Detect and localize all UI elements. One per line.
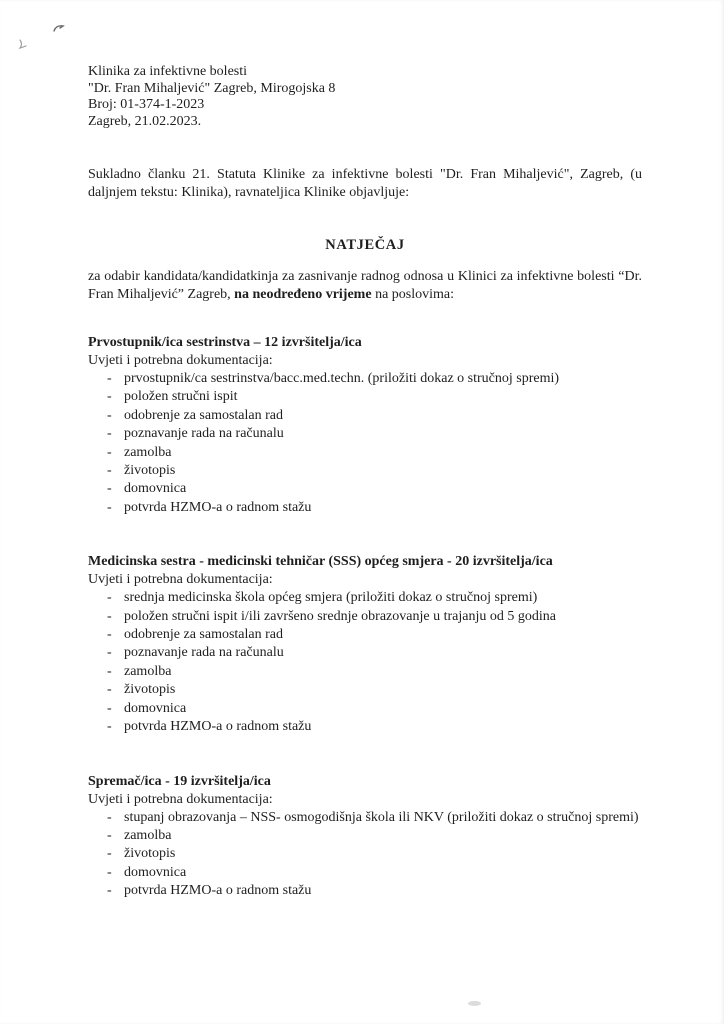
requirement-item: - potvrda HZMO-a o radnom stažu	[88, 882, 642, 900]
requirement-item: - zamolba	[88, 663, 642, 681]
scan-smudge	[468, 1001, 481, 1006]
requirement-item: - potvrda HZMO-a o radnom stažu	[88, 718, 642, 736]
requirement-item: - domovnica	[88, 864, 642, 882]
requirement-item: - položen stručni ispit	[88, 388, 642, 406]
job-heading: Prvostupnik/ica sestrinstva – 12 izvršitelja/ica	[88, 335, 362, 350]
requirement-item: - položen stručni ispit i/ili završeno srednje obrazovanje u trajanju od 5 godina	[88, 608, 642, 626]
requirement-item: - poznavanje rada na računalu	[88, 644, 642, 662]
requirement-item: - domovnica	[88, 700, 642, 718]
requirement-item: - prvostupnik/ca sestrinstva/bacc.med.techn. (priložiti dokaz o stručnoj spremi)	[88, 370, 642, 388]
conditions-label: Uvjeti i potrebna dokumentacija:	[88, 791, 273, 807]
document-number: Broj: 01-374-1-2023	[88, 97, 205, 112]
letterhead	[88, 64, 642, 130]
pen-mark-icon	[10, 18, 74, 58]
requirements-list	[88, 809, 642, 901]
document-title: NATJEČAJ	[325, 237, 405, 253]
subtitle-text-pre: za odabir kandidata/kandidatkinja za zasnivanje radnog odnosa u Klinici za infektivne bolesti “Dr. Fran Mihaljević” Zagreb,	[88, 269, 642, 302]
job-heading: Medicinska sestra - medicinski tehničar (SSS) općeg smjera - 20 izvršitelja/ica	[88, 554, 553, 570]
requirement-item: - zamolba	[88, 444, 642, 462]
requirement-item: - poznavanje rada na računalu	[88, 425, 642, 443]
requirement-item: - životopis	[88, 845, 642, 863]
subtitle-text-post: na poslovima:	[371, 287, 454, 302]
requirement-item: - domovnica	[88, 480, 642, 498]
place-and-date: Zagreb, 21.02.2023.	[88, 113, 202, 129]
requirement-item: - srednja medicinska škola općeg smjera (priložiti dokaz o stručnoj spremi)	[88, 589, 642, 607]
org-name: Klinika za infektivne bolesti	[88, 64, 248, 79]
job-heading: Spremač/ica - 19 izvršitelja/ica	[88, 773, 271, 789]
intro-paragraph: Sukladno članku 21. Statuta Klinike za infektivne bolesti "Dr. Fran Mihaljević", Zagreb, (u daljnjem tekstu: Klinika), ravnateljica Klinike objavljuje:	[88, 167, 642, 200]
requirement-item: - stupanj obrazovanja – NSS- osmogodišnja škola ili NKV (priložiti dokaz o stručnoj spremi)	[88, 809, 642, 827]
requirement-item: - odobrenje za samostalan rad	[88, 626, 642, 644]
subtitle-bold-text: na neodređeno vrijeme	[234, 287, 372, 302]
conditions-label: Uvjeti i potrebna dokumentacija:	[88, 572, 273, 588]
requirement-item: - potvrda HZMO-a o radnom stažu	[88, 499, 642, 517]
requirement-item: - životopis	[88, 681, 642, 699]
requirement-item: - zamolba	[88, 827, 642, 845]
requirement-item: - životopis	[88, 462, 642, 480]
requirements-list	[88, 589, 642, 736]
job-section-spremac	[88, 773, 642, 901]
requirement-item: - odobrenje za samostalan rad	[88, 407, 642, 425]
org-address: "Dr. Fran Mihaljević" Zagreb, Mirogojska 8	[88, 80, 336, 96]
subtitle-paragraph	[88, 268, 642, 304]
requirements-list	[88, 370, 642, 517]
conditions-label: Uvjeti i potrebna dokumentacija:	[88, 353, 273, 368]
job-section-medicinska-sestra	[88, 553, 642, 736]
job-section-prvostupnik	[88, 334, 642, 517]
